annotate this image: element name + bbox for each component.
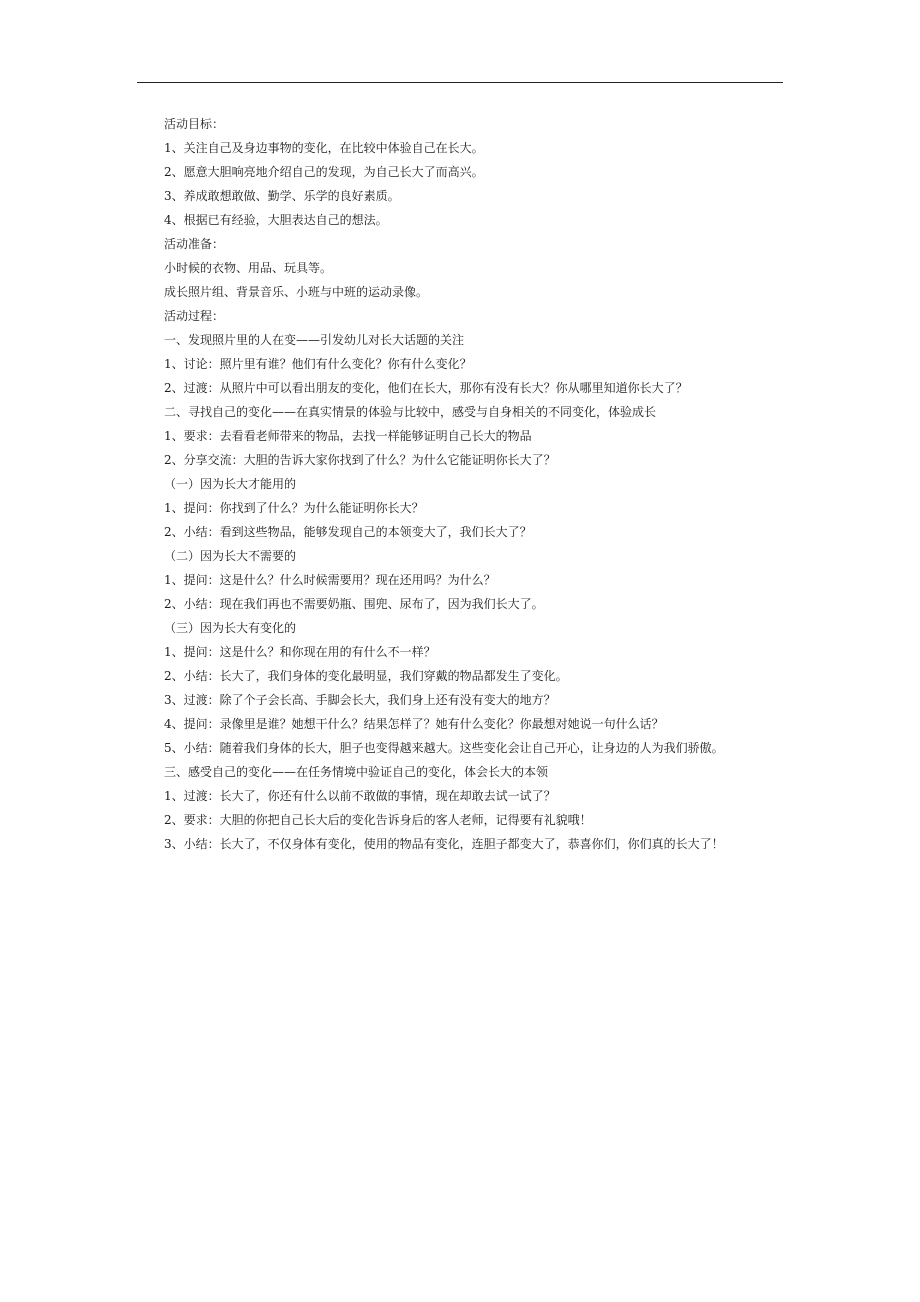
- process-item: 4、提问：录像里是谁？她想干什么？结果怎样了？她有什么变化？你最想对她说一句什么话？: [164, 717, 664, 731]
- process-item: 3、过渡：除了个子会长高、手脚会长大，我们身上还有没有变大的地方？: [164, 693, 556, 707]
- process-item: 2、分享交流：大胆的告诉大家你找到了什么？为什么它能证明你长大了？: [164, 453, 556, 467]
- header-rule: [137, 82, 783, 83]
- process-item: 5、小结：随着我们身体的长大，胆子也变得越来越大。这些变化会让自己开心，让身边的人为我们骄傲。: [164, 741, 724, 755]
- goal-item: 2、愿意大胆响亮地介绍自己的发现，为自己长大了而高兴。: [164, 165, 484, 179]
- subsection-heading: （三）因为长大有变化的: [164, 621, 297, 635]
- process-item: 1、过渡：长大了，你还有什么以前不敢做的事情，现在却敢去试一试了？: [164, 789, 556, 803]
- process-item: 2、过渡：从照片中可以看出朋友的变化，他们在长大，那你有没有长大？你从哪里知道你长大了？: [164, 381, 688, 395]
- process-item: 2、小结：长大了，我们身体的变化最明显，我们穿戴的物品都发生了变化。: [164, 669, 568, 683]
- subsection-heading: （二）因为长大不需要的: [164, 549, 297, 563]
- process-item: 2、要求：大胆的你把自己长大后的变化告诉身后的客人老师，记得要有礼貌哦！: [164, 813, 592, 827]
- goal-item: 4、根据已有经验，大胆表达自己的想法。: [164, 213, 388, 227]
- heading-activity-goals: 活动目标：: [164, 117, 225, 131]
- process-item: 1、提问：这是什么？什么时候需要用？现在还用吗？为什么？: [164, 573, 496, 587]
- preparation-item: 成长照片组、背景音乐、小班与中班的运动录像。: [164, 285, 429, 299]
- preparation-item: 小时候的衣物、用品、玩具等。: [164, 261, 333, 275]
- process-item: 1、提问：你找到了什么？为什么能证明你长大？: [164, 501, 424, 515]
- process-item: 1、要求：去看看老师带来的物品，去找一样能够证明自己长大的物品: [164, 429, 532, 443]
- process-item: 3、小结：长大了，不仅身体有变化，使用的物品有变化，连胆子都变大了，恭喜你们，你们真的长大了！: [164, 837, 724, 851]
- section-heading: 三、感受自己的变化——在任务情境中验证自己的变化，体会长大的本领: [164, 765, 549, 779]
- goal-item: 1、关注自己及身边事物的变化，在比较中体验自己在长大。: [164, 141, 484, 155]
- process-item: 2、小结：现在我们再也不需要奶瓶、围兜、尿布了，因为我们长大了。: [164, 597, 544, 611]
- goal-item: 3、养成敢想敢做、勤学、乐学的良好素质。: [164, 189, 400, 203]
- process-item: 2、小结：看到这些物品，能够发现自己的本领变大了，我们长大了？: [164, 525, 532, 539]
- process-item: 1、讨论：照片里有谁？他们有什么变化？你有什么变化？: [164, 357, 472, 371]
- section-heading: 一、发现照片里的人在变——引发幼儿对长大话题的关注: [164, 333, 465, 347]
- process-item: 1、提问：这是什么？和你现在用的有什么不一样？: [164, 645, 436, 659]
- subsection-heading: （一）因为长大才能用的: [164, 477, 297, 491]
- heading-activity-preparation: 活动准备：: [164, 237, 225, 251]
- document-body: [164, 112, 764, 856]
- heading-activity-process: 活动过程：: [164, 309, 225, 323]
- section-heading: 二、寻找自己的变化——在真实情景的体验与比较中，感受与自身相关的不同变化，体验成长: [164, 405, 657, 419]
